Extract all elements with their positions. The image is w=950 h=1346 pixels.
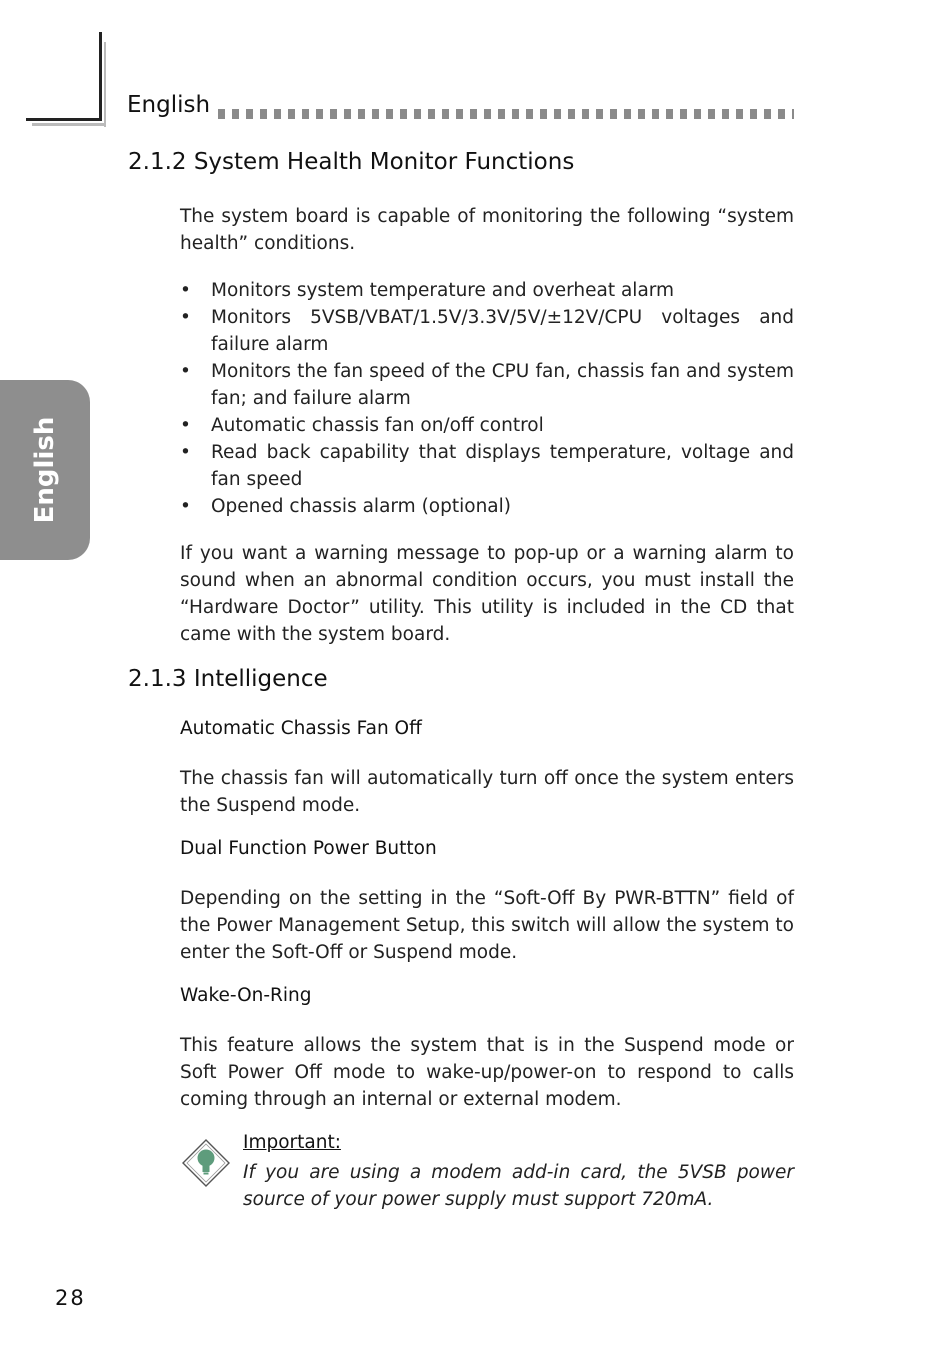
subheading-power-button: Dual Function Power Button [180, 838, 437, 859]
list-item: • Automatic chassis fan on/off control [180, 412, 794, 439]
list-item: • Opened chassis alarm (optional) [180, 493, 794, 520]
list-item: • Monitors system temperature and overheat alarm [180, 277, 794, 304]
page-number: 28 [55, 1286, 86, 1310]
list-item: • Monitors 5VSB/VBAT/1.5V/3.3V/5V/±12V/CPU voltages and failure alarm [180, 304, 794, 358]
running-head: English [127, 92, 211, 118]
important-note-body: If you are using a modem add-in card, the 5VSB power source of your power supply must support 720mA. [243, 1162, 794, 1210]
health-monitor-list [180, 277, 794, 520]
important-note-title: Important: [243, 1132, 341, 1153]
list-item: • Monitors the fan speed of the CPU fan, chassis fan and system fan; and failure alarm [180, 358, 794, 412]
subheading-wake-on-ring: Wake-On-Ring [180, 985, 312, 1006]
subheading-chassis-fan-off: Automatic Chassis Fan Off [180, 718, 422, 739]
wake-on-ring-paragraph: This feature allows the system that is in the Suspend mode or Soft Power Off mode to wake-up/power-on to respond to calls coming through an internal or external modem. [180, 1035, 794, 1110]
corner-crop-mark [26, 32, 106, 128]
intro-paragraph: The system board is capable of monitoring the following “system health” conditions. [180, 206, 794, 254]
power-button-paragraph: Depending on the setting in the “Soft-Off By PWR-BTTN” field of the Power Management Setup, this switch will allow the system to enter the Soft-Off or Suspend mode. [180, 888, 794, 963]
section-heading-2-1-3: 2.1.3 Intelligence [128, 666, 328, 692]
side-language-tab [0, 380, 90, 560]
hardware-doctor-paragraph: If you want a warning message to pop-up or a warning alarm to sound when an abnormal condition occurs, you must install the “Hardware Doctor” utility. This utility is included in the CD that came with the system board. [180, 543, 794, 645]
section-heading-2-1-2: 2.1.2 System Health Monitor Functions [128, 149, 575, 175]
lightbulb-icon [181, 1138, 231, 1188]
dot-leader-rule [218, 109, 794, 119]
side-tab-label: English [30, 416, 60, 524]
list-item: • Read back capability that displays temperature, voltage and fan speed [180, 439, 794, 493]
chassis-fan-off-paragraph: The chassis fan will automatically turn off once the system enters the Suspend mode. [180, 768, 794, 816]
